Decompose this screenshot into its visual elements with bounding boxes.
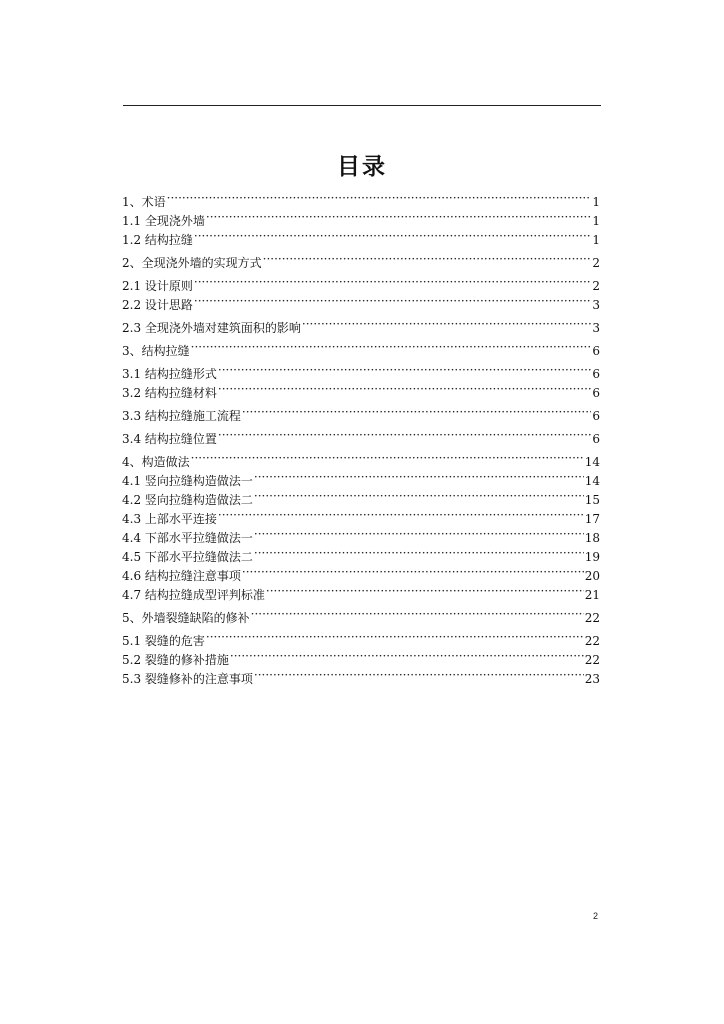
toc-entry-label: 2.3 全现浇外墙对建筑面积的影响 [122, 321, 301, 335]
toc-entry-page: 2 [592, 256, 600, 270]
toc-entry[interactable] [122, 383, 600, 402]
toc-entry-label: 5.2 裂缝的修补措施 [122, 653, 229, 667]
toc-entry[interactable] [122, 631, 600, 650]
toc-entry[interactable] [122, 192, 600, 211]
toc-dot-leader [266, 585, 584, 599]
toc-entry[interactable] [122, 276, 600, 295]
toc-dot-leader [263, 253, 592, 267]
toc-entry-page: 1 [592, 214, 600, 228]
toc-entry[interactable] [122, 406, 600, 425]
toc-dot-leader [242, 406, 591, 420]
toc-dot-leader [194, 276, 591, 290]
table-of-contents [122, 192, 600, 688]
toc-entry[interactable] [122, 429, 600, 448]
toc-entry-page: 14 [584, 455, 600, 469]
toc-entry-label: 3.4 结构拉缝位置 [122, 432, 217, 446]
toc-dot-leader [218, 364, 591, 378]
toc-dot-leader [206, 211, 591, 225]
toc-dot-leader [194, 295, 591, 309]
toc-entry-page: 22 [584, 653, 600, 667]
toc-entry-label: 5.1 裂缝的危害 [122, 634, 205, 648]
toc-entry-page: 6 [592, 344, 600, 358]
toc-entry-page: 22 [584, 611, 600, 625]
toc-dot-leader [254, 669, 584, 683]
toc-entry-page: 3 [592, 298, 600, 312]
toc-dot-leader [206, 631, 584, 645]
toc-dot-leader [218, 509, 584, 523]
toc-dot-leader [191, 341, 592, 355]
toc-entry-page: 15 [584, 493, 600, 507]
toc-dot-leader [254, 528, 584, 542]
toc-entry[interactable] [122, 585, 600, 604]
toc-dot-leader [254, 547, 584, 561]
toc-dot-leader [194, 230, 591, 244]
toc-entry-label: 4.4 下部水平拉缝做法一 [122, 531, 253, 545]
toc-entry-label: 4.2 竖向拉缝构造做法二 [122, 493, 253, 507]
toc-entry[interactable] [122, 547, 600, 566]
toc-dot-leader [254, 471, 584, 485]
toc-entry-label: 2.2 设计思路 [122, 298, 193, 312]
toc-entry[interactable] [122, 211, 600, 230]
toc-entry-page: 1 [592, 195, 600, 209]
toc-entry-label: 3、结构拉缝 [122, 344, 190, 358]
toc-entry-page: 23 [584, 672, 600, 686]
toc-entry-label: 2.1 设计原则 [122, 279, 193, 293]
toc-dot-leader [242, 566, 584, 580]
toc-entry-page: 6 [592, 386, 600, 400]
toc-entry-page: 14 [584, 474, 600, 488]
toc-entry[interactable] [122, 253, 600, 272]
toc-entry[interactable] [122, 471, 600, 490]
toc-entry-page: 2 [592, 279, 600, 293]
toc-entry-label: 3.1 结构拉缝形式 [122, 367, 217, 381]
toc-entry[interactable] [122, 318, 600, 337]
toc-dot-leader [218, 383, 591, 397]
toc-entry-page: 22 [584, 634, 600, 648]
toc-entry[interactable] [122, 669, 600, 688]
toc-entry-page: 18 [584, 531, 600, 545]
toc-entry-label: 4、构造做法 [122, 455, 190, 469]
toc-dot-leader [167, 192, 592, 206]
toc-entry-label: 1、术语 [122, 195, 166, 209]
toc-entry-page: 19 [584, 550, 600, 564]
toc-entry[interactable] [122, 230, 600, 249]
toc-entry-label: 5、外墙裂缝缺陷的修补 [122, 611, 250, 625]
page-title: 目录 [337, 154, 387, 180]
toc-entry-label: 4.6 结构拉缝注意事项 [122, 569, 241, 583]
toc-dot-leader [218, 429, 591, 443]
toc-dot-leader [302, 318, 591, 332]
toc-dot-leader [251, 608, 584, 622]
toc-entry-label: 3.3 结构拉缝施工流程 [122, 409, 241, 423]
toc-entry-label: 5.3 裂缝修补的注意事项 [122, 672, 253, 686]
toc-entry-page: 20 [584, 569, 600, 583]
toc-entry-page: 6 [592, 367, 600, 381]
toc-entry[interactable] [122, 490, 600, 509]
toc-entry-label: 4.7 结构拉缝成型评判标准 [122, 588, 265, 602]
toc-entry-page: 1 [592, 233, 600, 247]
toc-dot-leader [230, 650, 584, 664]
toc-entry[interactable] [122, 566, 600, 585]
toc-entry-label: 1.1 全现浇外墙 [122, 214, 205, 228]
page-number: 2 [593, 911, 599, 921]
toc-entry[interactable] [122, 650, 600, 669]
toc-entry[interactable] [122, 509, 600, 528]
toc-entry-label: 4.5 下部水平拉缝做法二 [122, 550, 253, 564]
toc-entry-page: 6 [592, 409, 600, 423]
toc-dot-leader [191, 452, 584, 466]
header-rule [123, 105, 601, 106]
toc-entry[interactable] [122, 608, 600, 627]
toc-entry-label: 4.1 竖向拉缝构造做法一 [122, 474, 253, 488]
toc-entry-label: 4.3 上部水平连接 [122, 512, 217, 526]
toc-entry-page: 17 [584, 512, 600, 526]
toc-entry-label: 1.2 结构拉缝 [122, 233, 193, 247]
toc-entry-label: 2、全现浇外墙的实现方式 [122, 256, 262, 270]
toc-entry[interactable] [122, 341, 600, 360]
toc-entry-label: 3.2 结构拉缝材料 [122, 386, 217, 400]
toc-entry[interactable] [122, 364, 600, 383]
toc-entry-page: 6 [592, 432, 600, 446]
toc-entry[interactable] [122, 528, 600, 547]
toc-dot-leader [254, 490, 584, 504]
toc-entry-page: 21 [584, 588, 600, 602]
toc-entry[interactable] [122, 452, 600, 471]
toc-entry-page: 3 [592, 321, 600, 335]
toc-entry[interactable] [122, 295, 600, 314]
